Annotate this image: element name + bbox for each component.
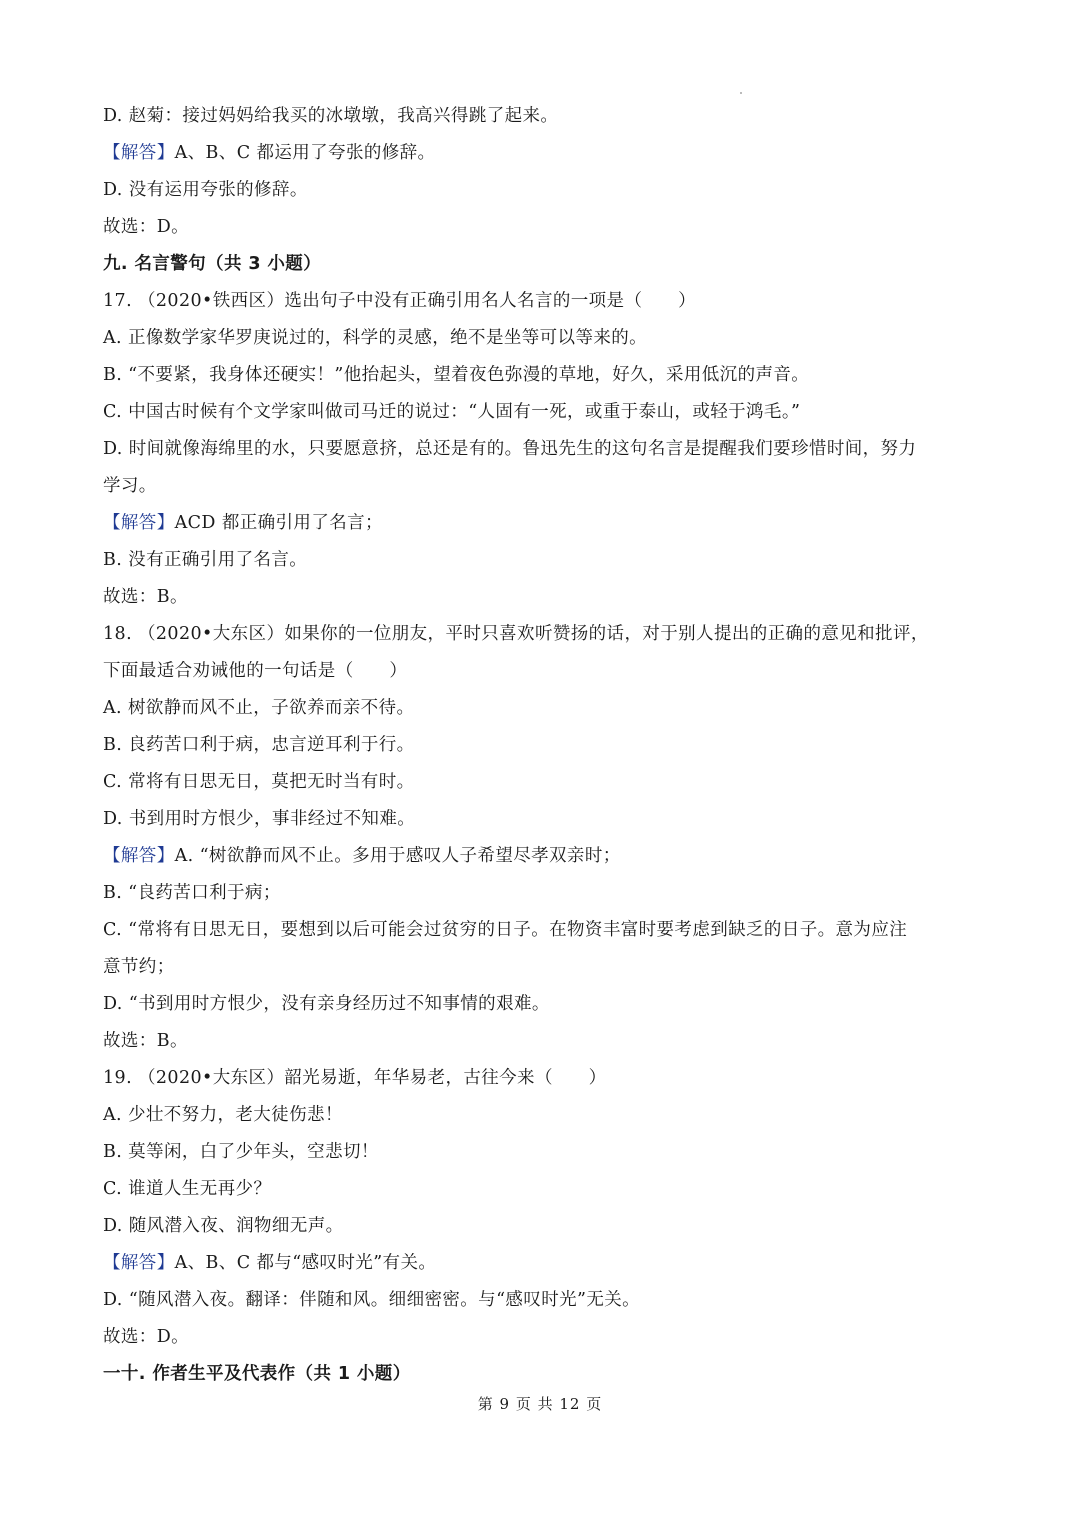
answer-tag: 【解答】	[103, 143, 175, 163]
option-d-q18: D. 书到用时方恨少，事非经过不知难。	[103, 809, 416, 829]
option-b-q18: B. 良药苦口利于病，忠言逆耳利于行。	[103, 735, 415, 755]
option-d-q17-cont: 学习。	[103, 476, 157, 496]
choice-result: 故选：D。	[103, 1327, 190, 1347]
answer-q19: 【解答】A、B、C 都与“感叹时光”有关。	[103, 1253, 437, 1273]
question-19: 19. （2020•大东区）韶光易逝，年华易老，古往今来（ ）	[103, 1068, 607, 1088]
option-a-q18: A. 树欲静而风不止，子欲养而亲不待。	[103, 698, 415, 718]
answer-line: C. “常将有日思无日，要想到以后可能会过贫穷的日子。在物资丰富时要考虑到缺乏的日子。意为应注	[103, 920, 908, 940]
answer-line: B. 没有正确引用了名言。	[103, 550, 308, 570]
choice-result: 故选：D。	[103, 217, 190, 237]
option-a-q17: A. 正像数学家华罗庚说过的，科学的灵感，绝不是坐等可以等来的。	[103, 328, 648, 348]
answer-tag: 【解答】	[103, 1253, 175, 1273]
option-b-q19: B. 莫等闲，白了少年头，空悲切！	[103, 1142, 379, 1162]
option-a-q19: A. 少壮不努力，老大徒伤悲！	[103, 1105, 343, 1125]
choice-result: 故选：B。	[103, 1031, 188, 1051]
option-c-q19: C. 谁道人生无再少？	[103, 1179, 272, 1199]
question-18: 18. （2020•大东区）如果你的一位朋友，平时只喜欢听赞扬的话，对于别人提出的正确的意见和批评，	[103, 624, 929, 644]
section-heading-10: 一十. 作者生平及代表作（共 1 小题）	[103, 1364, 411, 1384]
answer-tag: 【解答】	[103, 513, 175, 533]
choice-result: 故选：B。	[103, 587, 188, 607]
question-18-cont: 下面最适合劝诫他的一句话是（ ）	[103, 661, 408, 681]
answer-q16: 【解答】A、B、C 都运用了夸张的修辞。	[103, 143, 436, 163]
answer-tag: 【解答】	[103, 846, 175, 866]
option-d-q19: D. 随风潜入夜、润物细无声。	[103, 1216, 344, 1236]
section-heading-9: 九. 名言警句（共 3 小题）	[103, 254, 322, 274]
scan-speck	[740, 92, 742, 94]
answer-line: D. “书到用时方恨少，没有亲身经历过不知事情的艰难。	[103, 994, 550, 1014]
option-d-q17: D. 时间就像海绵里的水，只要愿意挤，总还是有的。鲁迅先生的这句名言是提醒我们要珍惜时间，努力	[103, 439, 917, 459]
option-c-q17: C. 中国古时候有个文学家叫做司马迁的说过：“人固有一死，或重于泰山，或轻于鸿毛。”	[103, 402, 801, 422]
answer-line: D. “随风潜入夜。翻译：伴随和风。细细密密。与“感叹时光”无关。	[103, 1290, 641, 1310]
answer-line-cont: 意节约；	[103, 957, 175, 977]
option-c-q18: C. 常将有日思无日，莫把无时当有时。	[103, 772, 415, 792]
option-b-q17: B. “不要紧，我身体还硬实！”他抬起头，望着夜色弥漫的草地，好久，采用低沉的声音。	[103, 365, 810, 385]
option-d-q16: D. 赵菊：接过妈妈给我买的冰墩墩，我高兴得跳了起来。	[103, 106, 559, 126]
answer-q18: 【解答】A. “树欲静而风不止。多用于感叹人子希望尽孝双亲时；	[103, 846, 621, 866]
answer-line: D. 没有运用夸张的修辞。	[103, 180, 308, 200]
answer-line: B. “良药苦口利于病；	[103, 883, 281, 903]
page-footer: 第 9 页 共 12 页	[477, 1395, 603, 1413]
answer-q17: 【解答】ACD 都正确引用了名言；	[103, 513, 383, 533]
question-17: 17. （2020•铁西区）选出句子中没有正确引用名人名言的一项是（ ）	[103, 291, 697, 311]
